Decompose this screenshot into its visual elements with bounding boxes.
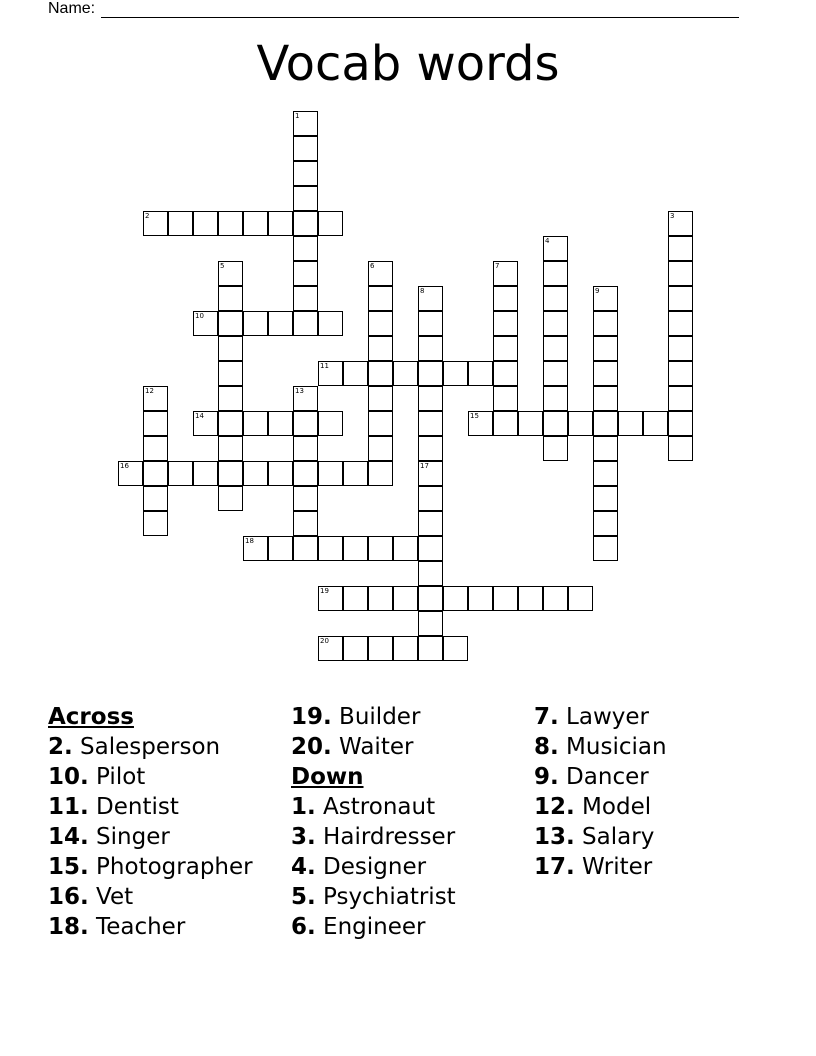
grid-cell[interactable]: [593, 386, 618, 411]
clue-item: [291, 702, 456, 732]
clue-item-number: 13.: [534, 824, 575, 850]
grid-cell[interactable]: [418, 536, 443, 561]
grid-cell[interactable]: [268, 211, 293, 236]
grid-cell[interactable]: [668, 386, 693, 411]
clue-item-number: 6.: [291, 914, 316, 940]
grid-cell[interactable]: [468, 361, 493, 386]
clue-item: [534, 822, 667, 852]
clue-item-text: Builder: [331, 704, 421, 730]
name-field[interactable]: [48, 0, 739, 18]
clue-section-header: Across: [48, 704, 134, 730]
grid-cell[interactable]: [568, 411, 593, 436]
grid-cell[interactable]: [293, 186, 318, 211]
grid-cell[interactable]: [393, 361, 418, 386]
grid-cell[interactable]: [418, 386, 443, 411]
grid-cell[interactable]: [243, 211, 268, 236]
grid-cell[interactable]: [368, 361, 393, 386]
grid-cell[interactable]: [668, 361, 693, 386]
grid-cell[interactable]: [243, 411, 268, 436]
grid-cell[interactable]: [543, 361, 568, 386]
grid-cell[interactable]: [418, 636, 443, 661]
grid-cell[interactable]: [318, 536, 343, 561]
clue-item-number: 2.: [48, 734, 73, 760]
clue-item-number: 14.: [48, 824, 89, 850]
grid-cell[interactable]: [218, 361, 243, 386]
name-blank-line[interactable]: [101, 3, 739, 18]
grid-cell[interactable]: [143, 511, 168, 536]
clue-item-number: 12.: [534, 794, 575, 820]
grid-cell[interactable]: [218, 286, 243, 311]
grid-cell[interactable]: [543, 311, 568, 336]
grid-cell[interactable]: [443, 586, 468, 611]
grid-cell[interactable]: [293, 486, 318, 511]
grid-cell[interactable]: [268, 536, 293, 561]
grid-cell[interactable]: [293, 286, 318, 311]
clue-item-number: 8.: [534, 734, 559, 760]
clue-item-text: Pilot: [88, 764, 146, 790]
grid-cell[interactable]: [593, 436, 618, 461]
grid-cell[interactable]: [418, 511, 443, 536]
clue-item: [48, 762, 253, 792]
grid-cell[interactable]: [668, 236, 693, 261]
grid-cell[interactable]: [593, 311, 618, 336]
clue-number-label: 8: [420, 287, 425, 295]
name-label: Name:: [48, 0, 96, 17]
grid-cell[interactable]: [393, 536, 418, 561]
grid-cell[interactable]: [193, 461, 218, 486]
clue-item-number: 5.: [291, 884, 316, 910]
clue-item: [534, 792, 667, 822]
grid-cell[interactable]: [218, 211, 243, 236]
grid-cell[interactable]: [368, 586, 393, 611]
clue-item-number: 16.: [48, 884, 89, 910]
clue-item-number: 17.: [534, 854, 575, 880]
grid-cell[interactable]: [218, 311, 243, 336]
grid-cell[interactable]: [493, 386, 518, 411]
grid-cell[interactable]: [418, 561, 443, 586]
grid-cell[interactable]: [293, 311, 318, 336]
grid-cell[interactable]: [493, 311, 518, 336]
grid-cell[interactable]: [493, 336, 518, 361]
grid-cell[interactable]: [468, 586, 493, 611]
grid-cell[interactable]: [593, 461, 618, 486]
grid-cell[interactable]: [268, 461, 293, 486]
clue-item-text: Psychiatrist: [315, 884, 456, 910]
clue-item-number: 3.: [291, 824, 316, 850]
grid-cell[interactable]: [543, 411, 568, 436]
grid-cell[interactable]: [343, 461, 368, 486]
grid-cell[interactable]: [193, 211, 218, 236]
grid-cell[interactable]: [168, 461, 193, 486]
clue-item-text: Waiter: [331, 734, 414, 760]
clue-item: [291, 822, 456, 852]
grid-cell[interactable]: [518, 586, 543, 611]
clue-item-number: 11.: [48, 794, 89, 820]
clue-item-text: Dancer: [558, 764, 649, 790]
clue-item: [291, 792, 456, 822]
grid-cell[interactable]: [543, 336, 568, 361]
grid-cell[interactable]: [543, 386, 568, 411]
grid-cell[interactable]: [368, 636, 393, 661]
grid-cell[interactable]: [443, 636, 468, 661]
clue-item: [48, 882, 253, 912]
clue-item: [534, 762, 667, 792]
clue-item: [48, 912, 253, 942]
grid-cell[interactable]: [668, 311, 693, 336]
clue-number-label: 10: [195, 312, 204, 320]
clue-item: [534, 852, 667, 882]
grid-cell[interactable]: [143, 461, 168, 486]
grid-cell[interactable]: [368, 436, 393, 461]
clue-number-label: 18: [245, 537, 254, 545]
grid-cell[interactable]: [143, 486, 168, 511]
clue-number-label: 16: [120, 462, 129, 470]
clue-item-text: Salary: [574, 824, 655, 850]
clue-number-label: 11: [320, 362, 329, 370]
grid-cell[interactable]: [493, 586, 518, 611]
grid-cell[interactable]: [668, 286, 693, 311]
grid-cell[interactable]: [493, 361, 518, 386]
grid-cell[interactable]: [293, 536, 318, 561]
grid-cell[interactable]: [318, 311, 343, 336]
clue-number-label: 2: [145, 212, 150, 220]
grid-cell[interactable]: [418, 336, 443, 361]
grid-cell[interactable]: [668, 336, 693, 361]
grid-cell[interactable]: [593, 536, 618, 561]
clue-item-text: Teacher: [88, 914, 186, 940]
grid-cell[interactable]: [543, 286, 568, 311]
grid-cell[interactable]: [418, 361, 443, 386]
grid-cell[interactable]: [293, 236, 318, 261]
clue-column-2: [291, 702, 456, 942]
clue-number-label: 7: [495, 262, 500, 270]
clue-item: [48, 822, 253, 852]
grid-cell[interactable]: [593, 486, 618, 511]
clue-item-text: Dentist: [88, 794, 179, 820]
grid-cell[interactable]: [143, 436, 168, 461]
clue-item-text: Singer: [88, 824, 170, 850]
clue-item: [534, 702, 667, 732]
grid-cell[interactable]: [168, 211, 193, 236]
clue-item-number: 18.: [48, 914, 89, 940]
grid-cell[interactable]: [143, 411, 168, 436]
grid-cell[interactable]: [368, 311, 393, 336]
clue-number-label: 17: [420, 462, 429, 470]
clue-item-text: Vet: [88, 884, 134, 910]
grid-cell[interactable]: [293, 511, 318, 536]
grid-cell[interactable]: [343, 586, 368, 611]
clue-item-text: Astronaut: [315, 794, 436, 820]
clue-item: [48, 852, 253, 882]
grid-cell[interactable]: [518, 411, 543, 436]
grid-cell[interactable]: [643, 411, 668, 436]
clue-item-text: Salesperson: [72, 734, 221, 760]
clue-item-number: 9.: [534, 764, 559, 790]
clue-item: [48, 732, 253, 762]
grid-cell[interactable]: [293, 411, 318, 436]
grid-cell[interactable]: [293, 436, 318, 461]
clue-section-header: Down: [291, 764, 364, 790]
grid-cell[interactable]: [493, 286, 518, 311]
clue-number-label: 9: [595, 287, 600, 295]
grid-cell[interactable]: [593, 411, 618, 436]
clue-item-number: 20.: [291, 734, 332, 760]
grid-cell[interactable]: [268, 411, 293, 436]
grid-cell[interactable]: [293, 211, 318, 236]
grid-cell[interactable]: [318, 211, 343, 236]
grid-cell[interactable]: [418, 411, 443, 436]
clue-number-label: 5: [220, 262, 225, 270]
puzzle-title: Vocab words: [256, 36, 560, 92]
grid-cell[interactable]: [368, 386, 393, 411]
grid-cell[interactable]: [368, 286, 393, 311]
clue-number-label: 1: [295, 112, 300, 120]
grid-cell[interactable]: [418, 611, 443, 636]
grid-cell[interactable]: [668, 436, 693, 461]
clue-number-label: 12: [145, 387, 154, 395]
grid-cell[interactable]: [343, 636, 368, 661]
clue-item-number: 10.: [48, 764, 89, 790]
grid-cell[interactable]: [318, 411, 343, 436]
grid-cell[interactable]: [368, 336, 393, 361]
grid-cell[interactable]: [668, 411, 693, 436]
grid-cell[interactable]: [218, 436, 243, 461]
grid-cell[interactable]: [218, 461, 243, 486]
clue-item-text: Model: [574, 794, 652, 820]
clue-item-number: 15.: [48, 854, 89, 880]
grid-cell[interactable]: [243, 461, 268, 486]
clue-item-text: Hairdresser: [315, 824, 456, 850]
clue-number-label: 19: [320, 587, 329, 595]
grid-cell[interactable]: [593, 361, 618, 386]
grid-cell[interactable]: [543, 586, 568, 611]
clue-number-label: 15: [470, 412, 479, 420]
clue-number-label: 20: [320, 637, 329, 645]
grid-cell[interactable]: [293, 161, 318, 186]
clue-number-label: 4: [545, 237, 550, 245]
clue-number-label: 3: [670, 212, 675, 220]
grid-cell[interactable]: [418, 436, 443, 461]
clue-item-number: 4.: [291, 854, 316, 880]
clue-item: [291, 732, 456, 762]
grid-cell[interactable]: [318, 461, 343, 486]
clue-item: [48, 792, 253, 822]
grid-cell[interactable]: [368, 411, 393, 436]
grid-cell[interactable]: [568, 586, 593, 611]
grid-cell[interactable]: [593, 336, 618, 361]
grid-cell[interactable]: [293, 461, 318, 486]
grid-cell[interactable]: [393, 636, 418, 661]
grid-cell[interactable]: [418, 311, 443, 336]
clue-item: [291, 882, 456, 912]
grid-cell[interactable]: [593, 511, 618, 536]
grid-cell[interactable]: [543, 261, 568, 286]
clue-item-text: Lawyer: [558, 704, 649, 730]
clue-column-3: [534, 702, 667, 882]
grid-cell[interactable]: [418, 486, 443, 511]
clue-item-text: Designer: [315, 854, 427, 880]
grid-cell[interactable]: [218, 411, 243, 436]
grid-cell[interactable]: [343, 536, 368, 561]
clue-number-label: 13: [295, 387, 304, 395]
grid-cell[interactable]: [368, 536, 393, 561]
grid-cell[interactable]: [443, 361, 468, 386]
clue-item-text: Musician: [558, 734, 667, 760]
clue-item: [291, 912, 456, 942]
grid-cell[interactable]: [418, 586, 443, 611]
clue-item-text: Photographer: [88, 854, 253, 880]
clue-item-text: Engineer: [315, 914, 426, 940]
grid-cell[interactable]: [293, 136, 318, 161]
grid-cell[interactable]: [218, 486, 243, 511]
clue-item-text: Writer: [574, 854, 653, 880]
grid-cell[interactable]: [243, 311, 268, 336]
grid-cell[interactable]: [493, 411, 518, 436]
clue-number-label: 14: [195, 412, 204, 420]
grid-cell[interactable]: [293, 261, 318, 286]
clue-item-number: 1.: [291, 794, 316, 820]
clue-number-label: 6: [370, 262, 375, 270]
clue-item: [534, 732, 667, 762]
clue-item: [291, 852, 456, 882]
clue-item-number: 7.: [534, 704, 559, 730]
grid-cell[interactable]: [668, 261, 693, 286]
grid-cell[interactable]: [393, 586, 418, 611]
clue-item-number: 19.: [291, 704, 332, 730]
grid-cell[interactable]: [368, 461, 393, 486]
grid-cell[interactable]: [618, 411, 643, 436]
grid-cell[interactable]: [218, 336, 243, 361]
grid-cell[interactable]: [268, 311, 293, 336]
clue-column-1: [48, 702, 253, 942]
grid-cell[interactable]: [343, 361, 368, 386]
grid-cell[interactable]: [218, 386, 243, 411]
grid-cell[interactable]: [543, 436, 568, 461]
